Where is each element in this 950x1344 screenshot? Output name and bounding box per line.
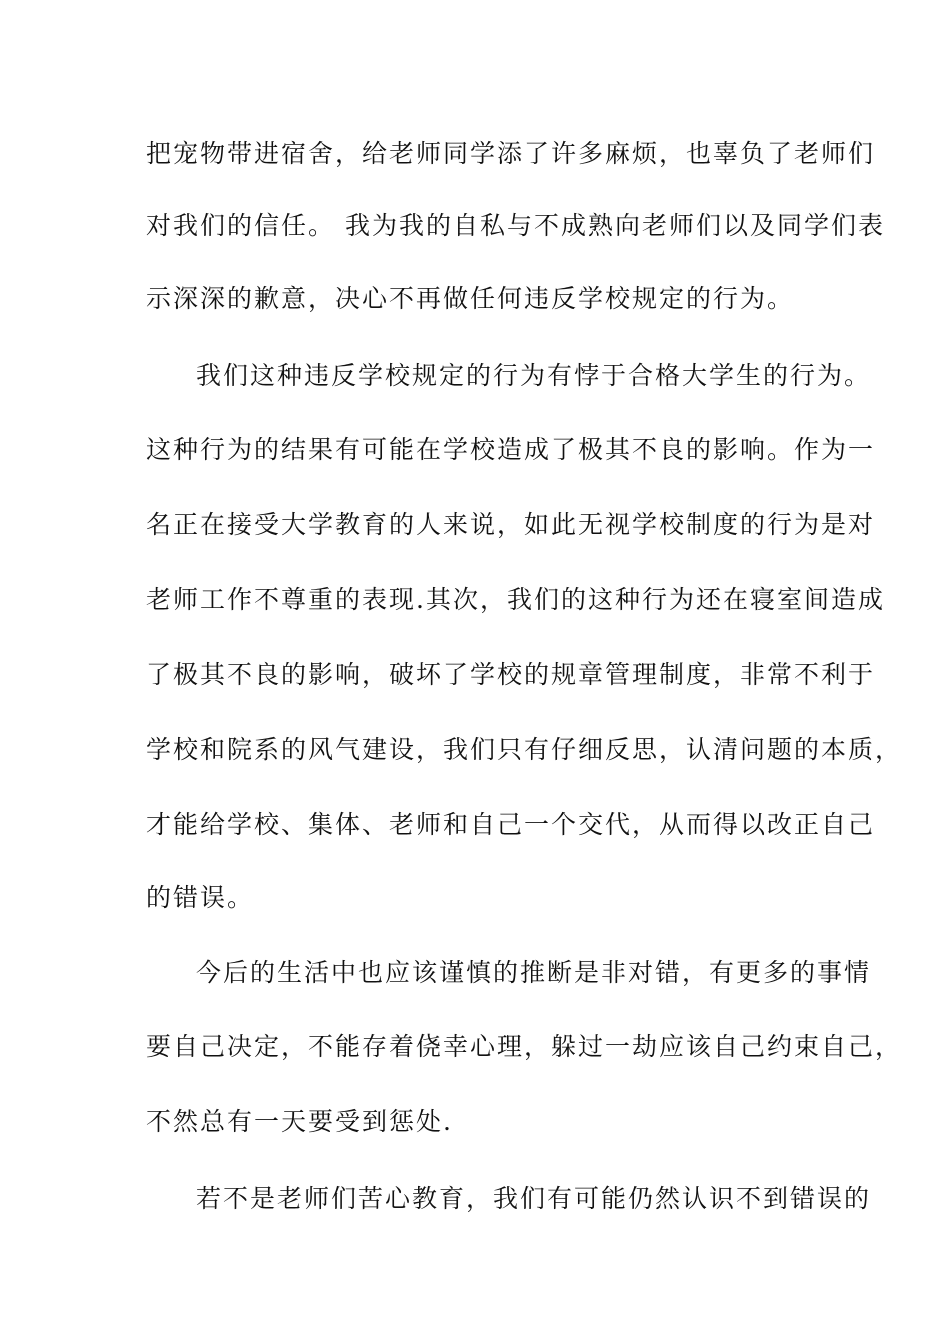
text-line: 学校和院系的风气建设，我们只有仔细反思，认清问题的本质， <box>146 735 903 764</box>
text-line: 才能给学校、集体、老师和自己一个交代，从而得以改正自己 <box>146 810 876 839</box>
text-line: 名正在接受大学教育的人来说，如此无视学校制度的行为是对 <box>146 510 876 539</box>
paragraph-first-line: 若不是老师们苦心教育，我们有可能仍然认识不到错误的 <box>196 1184 872 1213</box>
text-line: 这种行为的结果有可能在学校造成了极其不良的影响。作为一 <box>146 435 876 464</box>
paragraph-first-line: 我们这种违反学校规定的行为有悖于合格大学生的行为。 <box>196 361 872 390</box>
text-line: 对我们的信任。 我为我的自私与不成熟向老师们以及同学们表 <box>146 211 885 240</box>
paragraph-first-line: 今后的生活中也应该谨慎的推断是非对错，有更多的事情 <box>196 958 872 987</box>
text-line: 了极其不良的影响，破坏了学校的规章管理制度，非常不利于 <box>146 660 876 689</box>
text-line: 示深深的歉意，决心不再做任何违反学校规定的行为。 <box>146 284 795 313</box>
text-line: 老师工作不尊重的表现.其次，我们的这种行为还在寝室间造成 <box>146 585 885 614</box>
text-line: 的错误。 <box>146 883 255 912</box>
text-line: 要自己决定，不能存着侥幸心理，躲过一劫应该自己约束自己， <box>146 1032 903 1061</box>
text-line: 把宠物带进宿舍，给老师同学添了许多麻烦，也辜负了老师们 <box>146 139 876 168</box>
text-line: 不然总有一天要受到惩处. <box>146 1107 453 1136</box>
